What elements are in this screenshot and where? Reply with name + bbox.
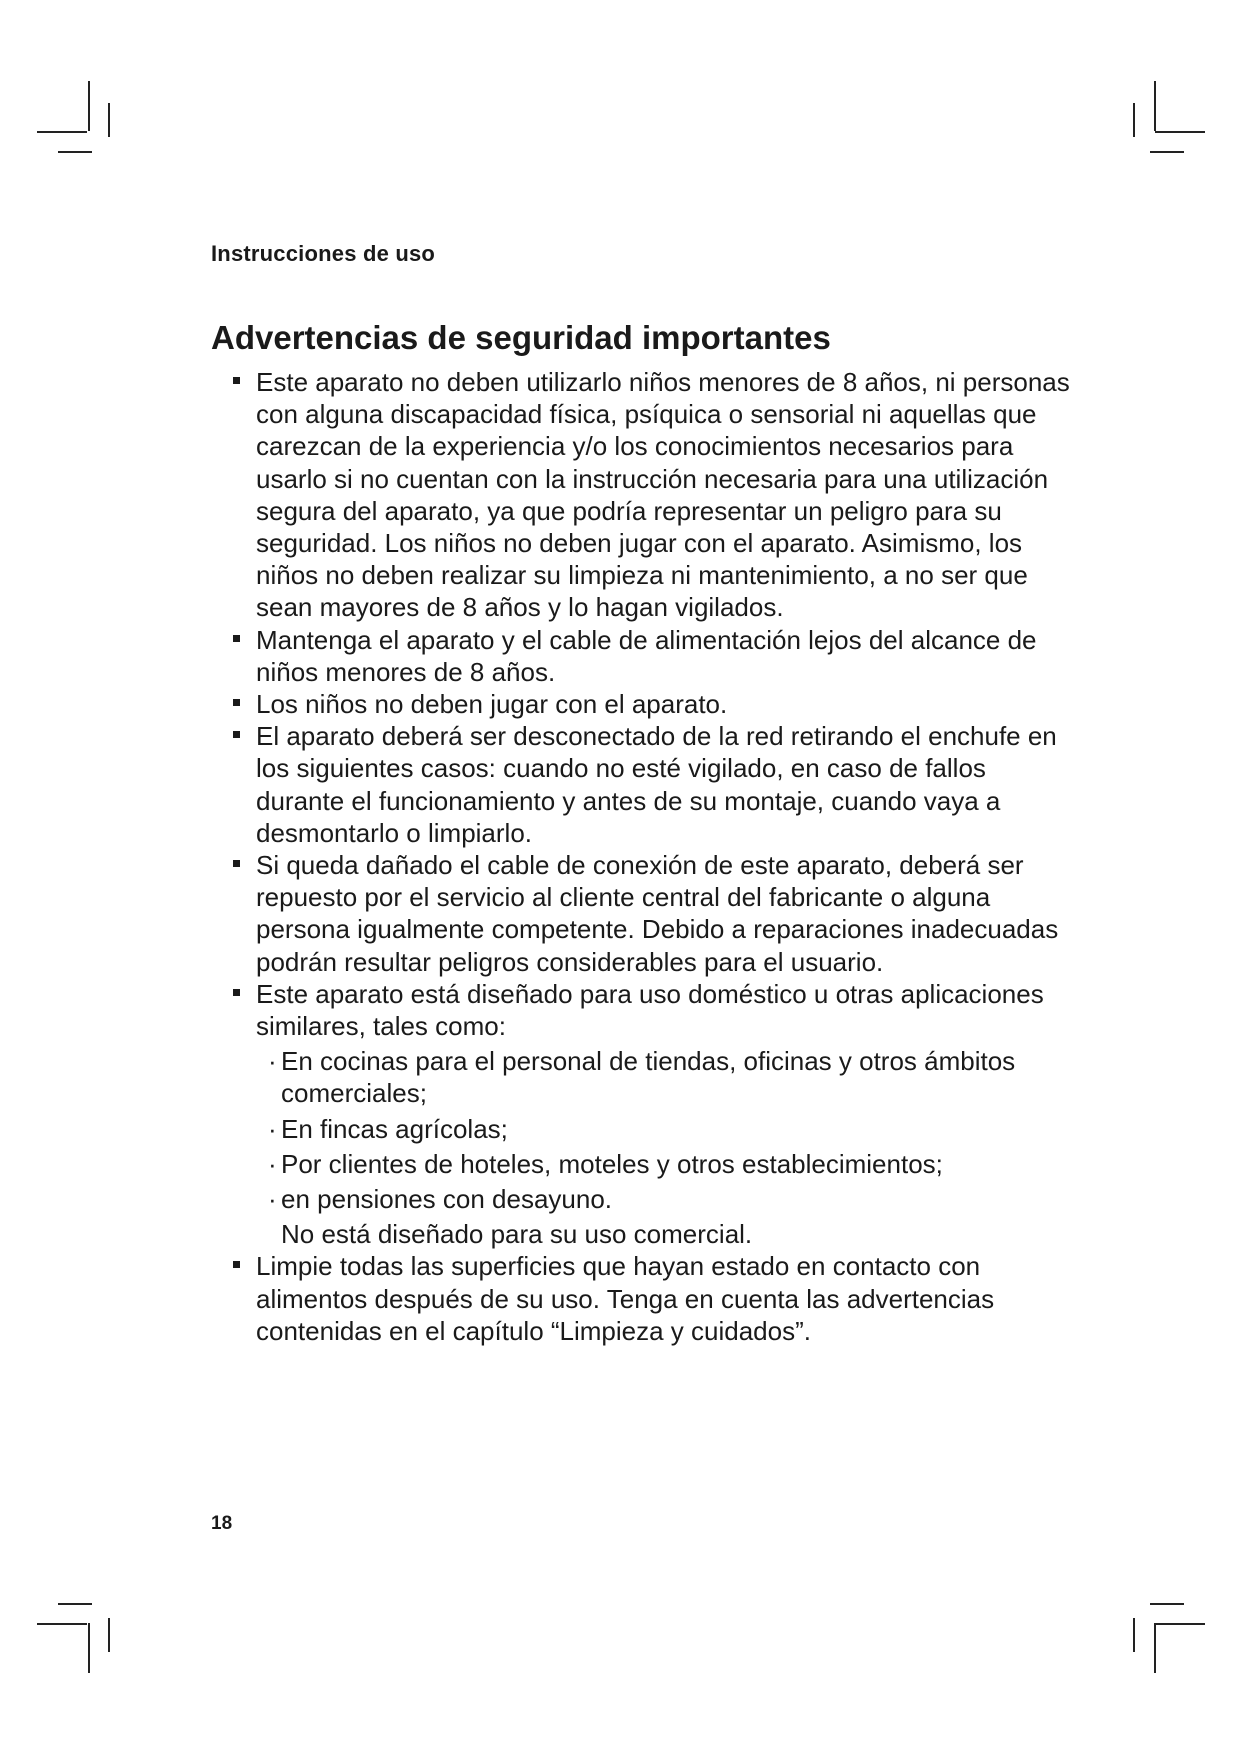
list-item <box>211 1250 1081 1347</box>
running-header: Instrucciones de uso <box>211 241 436 266</box>
list-item-text: Limpie todas las superficies que hayan estado en contacto con alimentos después de su uso. Tenga en cuenta las advertencias contenidas en el capítulo “Limpieza y cuidados”. <box>256 1251 995 1346</box>
list-item <box>211 849 1081 978</box>
list-item-text: Mantenga el aparato y el cable de alimentación lejos del alcance de niños menores de 8 años. <box>256 624 1037 687</box>
sub-list-item <box>211 1183 1081 1215</box>
crop-mark <box>1154 1623 1156 1673</box>
crop-mark <box>1154 81 1156 131</box>
usage-note: No está diseñado para su uso comercial. <box>281 1219 753 1250</box>
crop-mark <box>1150 1603 1184 1605</box>
sub-list-item <box>211 1148 1081 1180</box>
page-number: 18 <box>211 1513 233 1534</box>
list-item-text: Los niños no deben jugar con el aparato. <box>256 689 728 720</box>
crop-mark <box>88 1623 90 1673</box>
crop-mark <box>108 1618 110 1652</box>
list-item-text: Si queda dañado el cable de conexión de este aparato, deberá ser repuesto por el servicio al cliente central del fabricante o alguna persona igualmente competente. Debido a reparaciones inadecuadas podrán resultar peligros considerables para el usuario. <box>256 850 1059 977</box>
crop-mark <box>1133 103 1135 137</box>
sub-list-item <box>211 1113 1081 1145</box>
square-bullet-icon <box>233 731 240 738</box>
crop-mark <box>58 151 92 153</box>
list-item <box>211 978 1081 1042</box>
crop-mark <box>1133 1618 1135 1652</box>
crop-mark <box>1155 1623 1205 1625</box>
square-bullet-icon <box>233 699 240 706</box>
warnings-list <box>211 366 1081 1347</box>
dot-bullet-icon: · <box>268 1184 277 1215</box>
dot-bullet-icon: · <box>268 1113 277 1144</box>
list-item <box>211 688 1081 720</box>
crop-mark <box>37 131 87 133</box>
crop-mark <box>1150 151 1184 153</box>
square-bullet-icon <box>233 635 240 642</box>
crop-mark <box>88 81 90 131</box>
dot-bullet-icon: · <box>268 1148 277 1179</box>
square-bullet-icon <box>233 377 240 384</box>
list-item-text: Este aparato está diseñado para uso doméstico u otras aplicaciones similares, tales como: <box>256 978 1044 1042</box>
list-item-text: El aparato deberá ser desconectado de la red retirando el enchufe en los siguientes casos: cuando no esté vigilado, en caso de fallos durante el funcionamiento y antes de su montaje, cuando vaya a desmontarlo o limpiarlo. <box>256 721 1057 848</box>
list-item <box>211 720 1081 849</box>
square-bullet-icon <box>233 1261 240 1268</box>
page-title: Advertencias de seguridad importantes <box>211 319 831 356</box>
sub-list-item-text: en pensiones con desayuno. <box>281 1184 613 1215</box>
sub-list-item-text: En cocinas para el personal de tiendas, oficinas y otros ámbitos comerciales; <box>281 1046 1016 1109</box>
square-bullet-icon <box>233 860 240 867</box>
list-item-text: Este aparato no deben utilizarlo niños menores de 8 años, ni personas con alguna discapacidad física, psíquica o sensorial ni aquellas que carezcan de la experiencia y/o los conocimientos necesarios para usarlo si no cuentan con la instrucción necesaria para una utilización segura del aparato, ya que podría representar un peligro para su seguridad. Los niños no deben jugar con el aparato. Asimismo, los niños no deben realizar su limpieza ni mantenimiento, a no ser que sean mayores de 8 años y lo hagan vigilados. <box>256 367 1070 623</box>
sub-list-item <box>211 1045 1081 1109</box>
list-item <box>211 624 1081 688</box>
sub-list-item-text: En fincas agrícolas; <box>281 1113 508 1144</box>
crop-mark <box>1155 131 1205 133</box>
square-bullet-icon <box>233 989 240 996</box>
crop-mark <box>37 1623 87 1625</box>
crop-mark <box>58 1603 92 1605</box>
list-item <box>211 366 1081 624</box>
dot-bullet-icon: · <box>268 1046 277 1077</box>
sub-list-item-text: Por clientes de hoteles, moteles y otros establecimientos; <box>281 1148 943 1179</box>
crop-mark <box>108 103 110 137</box>
